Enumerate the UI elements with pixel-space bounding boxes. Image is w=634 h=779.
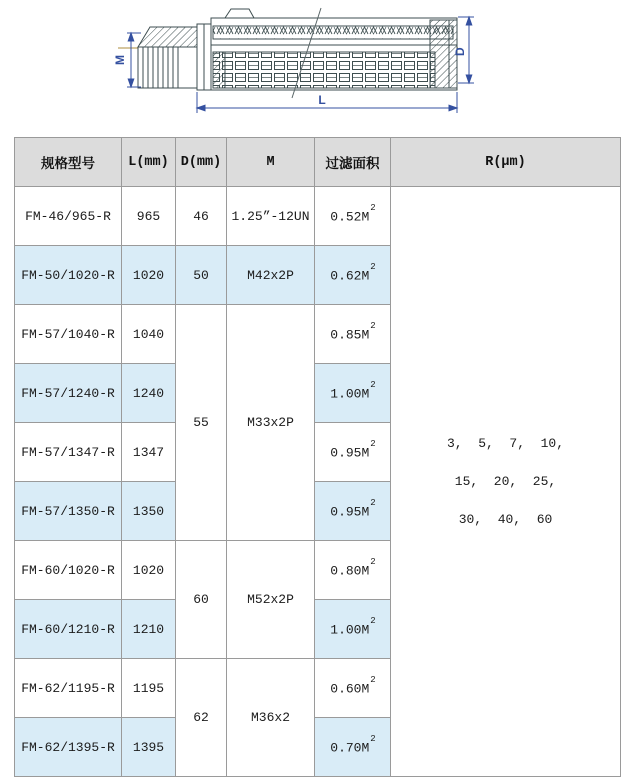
dim-label-d: D — [453, 47, 467, 56]
cell-d-merged: 55 — [176, 305, 227, 541]
area-superscript: 2 — [370, 674, 376, 685]
cell-model: FM-57/1347-R — [15, 423, 122, 482]
threaded-fitting — [138, 27, 197, 88]
cell-model: FM-60/1210-R — [15, 600, 122, 659]
header-m: M — [227, 138, 315, 187]
cell-l: 1395 — [122, 718, 176, 777]
area-value: 0.70M — [330, 740, 370, 756]
header-l: L(mm) — [122, 138, 176, 187]
cell-area — [315, 423, 391, 482]
area-value: 0.85M — [330, 327, 370, 343]
r-line: 30, 40, 60 — [458, 511, 553, 527]
cell-r-values — [391, 187, 621, 777]
cell-m: 1.25”-12UN — [227, 187, 315, 246]
area-value: 0.52M — [330, 209, 370, 225]
dimension-l — [197, 92, 457, 113]
cell-m-merged: M33x2P — [227, 305, 315, 541]
connection-flange — [197, 24, 211, 90]
area-superscript: 2 — [370, 320, 376, 331]
cell-l: 1040 — [122, 305, 176, 364]
area-value: 1.00M — [330, 386, 370, 402]
cell-area — [315, 600, 391, 659]
cell-d-merged: 60 — [176, 541, 227, 659]
cell-m-merged: M36x2 — [227, 659, 315, 777]
cell-area — [315, 659, 391, 718]
cell-m-merged: M52x2P — [227, 541, 315, 659]
area-value: 0.60M — [330, 681, 370, 697]
cell-model: FM-57/1240-R — [15, 364, 122, 423]
cell-model: FM-57/1040-R — [15, 305, 122, 364]
area-value: 0.62M — [330, 268, 370, 284]
header-area: 过滤面积 — [315, 138, 391, 187]
dimension-m — [113, 33, 141, 87]
cell-d: 46 — [176, 187, 227, 246]
area-superscript: 2 — [370, 261, 376, 272]
cell-area — [315, 246, 391, 305]
cell-area — [315, 305, 391, 364]
filter-element-drawing — [0, 0, 634, 133]
cell-l: 1020 — [122, 246, 176, 305]
area-superscript: 2 — [370, 733, 376, 744]
area-superscript: 2 — [370, 202, 376, 213]
filter-body — [211, 9, 457, 90]
dim-label-m: M — [113, 55, 127, 65]
cell-model: FM-62/1395-R — [15, 718, 122, 777]
cell-model: FM-50/1020-R — [15, 246, 122, 305]
cell-model: FM-60/1020-R — [15, 541, 122, 600]
cell-d-merged: 62 — [176, 659, 227, 777]
dim-label-l: L — [318, 93, 326, 107]
cell-area — [315, 482, 391, 541]
cell-m: M42x2P — [227, 246, 315, 305]
cell-l: 1350 — [122, 482, 176, 541]
cell-model: FM-46/965-R — [15, 187, 122, 246]
cell-l: 1020 — [122, 541, 176, 600]
area-superscript: 2 — [370, 615, 376, 626]
cell-area — [315, 718, 391, 777]
cell-l: 1195 — [122, 659, 176, 718]
cell-model: FM-62/1195-R — [15, 659, 122, 718]
cell-area — [315, 541, 391, 600]
area-value: 0.95M — [330, 445, 370, 461]
r-line: 15, 20, 25, — [454, 473, 557, 489]
area-superscript: 2 — [370, 497, 376, 508]
filter-drawing-svg — [0, 0, 634, 133]
header-r: R(μm) — [391, 138, 621, 187]
area-superscript: 2 — [370, 379, 376, 390]
r-line: 3, 5, 7, 10, — [446, 435, 565, 451]
cell-area — [315, 364, 391, 423]
cell-area — [315, 187, 391, 246]
table-row — [15, 187, 621, 246]
area-value: 1.00M — [330, 622, 370, 638]
cell-model: FM-57/1350-R — [15, 482, 122, 541]
cell-l: 965 — [122, 187, 176, 246]
header-d: D(mm) — [176, 138, 227, 187]
area-superscript: 2 — [370, 556, 376, 567]
header-model: 规格型号 — [15, 138, 122, 187]
area-superscript: 2 — [370, 438, 376, 449]
cell-l: 1210 — [122, 600, 176, 659]
spec-table — [14, 137, 621, 777]
area-value: 0.80M — [330, 563, 370, 579]
area-value: 0.95M — [330, 504, 370, 520]
cell-l: 1347 — [122, 423, 176, 482]
cell-d: 50 — [176, 246, 227, 305]
table-header-row — [15, 138, 621, 187]
cell-l: 1240 — [122, 364, 176, 423]
